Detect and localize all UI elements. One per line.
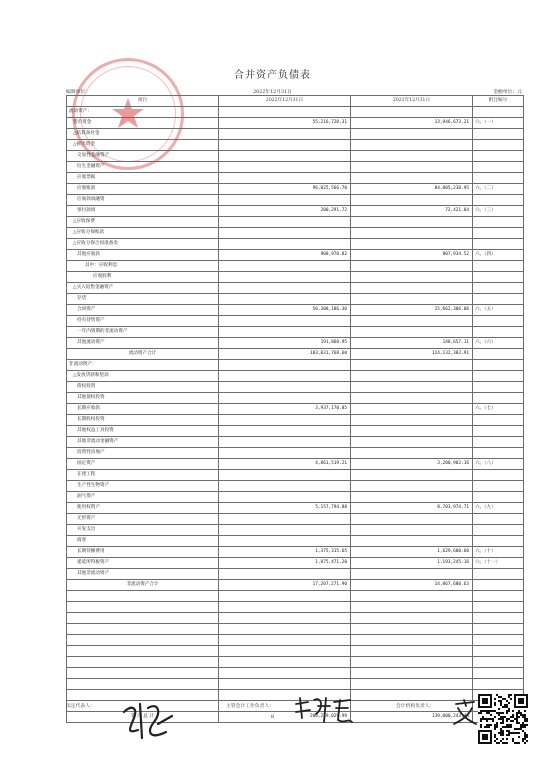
table-row (67, 492, 524, 503)
row-item-name: 应收股利 (67, 272, 219, 283)
row-value-2021 (351, 437, 473, 448)
row-note: 六、（四） (473, 250, 524, 261)
row-value-2022 (219, 569, 351, 580)
table-row (67, 426, 524, 437)
row-value-2021 (351, 239, 473, 250)
blank-cell (67, 613, 219, 624)
row-value-2021 (351, 536, 473, 547)
table-row (67, 327, 524, 338)
blank-cell (219, 624, 351, 635)
row-item-name: △应收分保账款 (67, 228, 219, 239)
table-row (67, 338, 524, 349)
row-note (473, 162, 524, 173)
table-row (67, 129, 524, 140)
table-row (67, 459, 524, 470)
table-row (67, 206, 524, 217)
row-value-2021 (351, 481, 473, 492)
row-note (473, 536, 524, 547)
row-value-2021 (351, 426, 473, 437)
row-value-2022 (219, 470, 351, 481)
row-value-2022 (219, 217, 351, 228)
row-note (473, 569, 524, 580)
row-note: 六、（十一） (473, 558, 524, 569)
row-note (473, 173, 524, 184)
row-value-2021 (351, 448, 473, 459)
row-item-name: 货币资金 (67, 118, 219, 129)
table-row (67, 184, 524, 195)
row-item-name: △发放贷款和垫款 (67, 371, 219, 382)
blank-cell (473, 668, 524, 679)
row-item-name: 在建工程 (67, 470, 219, 481)
row-note (473, 261, 524, 272)
row-value-2021: 72,421.84 (351, 206, 473, 217)
blank-cell (67, 635, 219, 646)
row-item-name: △应收分保合同准备金 (67, 239, 219, 250)
row-value-2022 (219, 107, 351, 118)
table-row (67, 580, 524, 591)
row-value-2021 (351, 173, 473, 184)
row-value-2022 (219, 195, 351, 206)
blank-row (67, 624, 524, 635)
blank-cell (473, 602, 524, 613)
blank-cell (351, 668, 473, 679)
row-value-2022 (219, 151, 351, 162)
table-row (67, 173, 524, 184)
row-note (473, 470, 524, 481)
row-value-2021 (351, 195, 473, 206)
row-value-2021 (351, 283, 473, 294)
blank-cell (67, 624, 219, 635)
row-value-2022: 50,308,186.30 (219, 305, 351, 316)
row-note (473, 316, 524, 327)
report-date: 2022年12月31日 (253, 90, 292, 95)
row-note: 六、（八） (473, 459, 524, 470)
table-row (67, 481, 524, 492)
row-value-2022 (219, 448, 351, 459)
legal-representative-label: 法定代表人： (66, 704, 95, 709)
blank-cell (351, 591, 473, 602)
row-item-name: 持有待售资产 (67, 316, 219, 327)
row-note (473, 228, 524, 239)
blank-cell (67, 657, 219, 668)
row-note (473, 140, 524, 151)
row-value-2022: 5,157,794.88 (219, 503, 351, 514)
row-value-2022 (219, 437, 351, 448)
table-row (67, 547, 524, 558)
row-value-2022 (219, 382, 351, 393)
row-item-name: 应收款项融资 (67, 195, 219, 206)
blank-cell (351, 624, 473, 635)
blank-cell (67, 679, 219, 690)
row-item-name: △应收保费 (67, 217, 219, 228)
row-item-name: 生产性生物资产 (67, 481, 219, 492)
row-value-2021 (351, 151, 473, 162)
blank-row (67, 657, 524, 668)
blank-row (67, 668, 524, 679)
blank-cell (351, 613, 473, 624)
company-label: 编制单位： (66, 90, 90, 95)
row-value-2022 (219, 481, 351, 492)
row-note (473, 448, 524, 459)
table-row (67, 349, 524, 360)
blank-cell (67, 668, 219, 679)
blank-cell (219, 591, 351, 602)
row-item-name: 长期应收款 (67, 404, 219, 415)
row-item-name: 商誉 (67, 536, 219, 547)
row-value-2021 (351, 382, 473, 393)
row-value-2022: 200,291.72 (219, 206, 351, 217)
table-row (67, 151, 524, 162)
row-note (473, 217, 524, 228)
signature-legal-rep (118, 694, 178, 750)
row-value-2022 (219, 162, 351, 173)
row-value-2021: 14,867,680.63 (351, 580, 473, 591)
row-item-name: 流动资产： (67, 107, 219, 118)
row-value-2021: 124,132,382.91 (351, 349, 473, 360)
table-row (67, 503, 524, 514)
row-item-name: 应收账款 (67, 184, 219, 195)
table-body (67, 107, 524, 723)
table-row (67, 283, 524, 294)
row-value-2022: 908,970.82 (219, 250, 351, 261)
row-value-2022: 96,025,566.70 (219, 184, 351, 195)
blank-cell (67, 602, 219, 613)
blank-row (67, 613, 524, 624)
table-row (67, 250, 524, 261)
row-item-name: 存货 (67, 294, 219, 305)
row-note: 六、（十） (473, 547, 524, 558)
row-item-name: 应收票据 (67, 173, 219, 184)
blank-row (67, 591, 524, 602)
row-note (473, 382, 524, 393)
row-item-name: 长期股权投资 (67, 415, 219, 426)
header-2021: 2021年12月31日 (351, 96, 473, 107)
table-row (67, 261, 524, 272)
blank-cell (219, 657, 351, 668)
header-item: 项目 (67, 96, 219, 107)
row-value-2022: 1,875,471.20 (219, 558, 351, 569)
row-value-2021 (351, 470, 473, 481)
row-item-name: △结算备付金 (67, 129, 219, 140)
row-value-2021 (351, 162, 473, 173)
row-note (473, 283, 524, 294)
row-note: 六、（九） (473, 503, 524, 514)
row-item-name: △拆出资金 (67, 140, 219, 151)
row-item-name: 其他非流动金融资产 (67, 437, 219, 448)
table-row (67, 118, 524, 129)
table-row (67, 393, 524, 404)
table-row (67, 470, 524, 481)
blank-cell (351, 679, 473, 690)
header-2022: 2022年12月31日 (219, 96, 351, 107)
table-row (67, 316, 524, 327)
row-value-2022: 4,861,519.21 (219, 459, 351, 470)
page-number: 8 (270, 714, 275, 720)
row-value-2022 (219, 129, 351, 140)
blank-cell (473, 624, 524, 635)
row-value-2021: 148,657.11 (351, 338, 473, 349)
table-row (67, 569, 524, 580)
row-note (473, 371, 524, 382)
row-value-2021 (351, 294, 473, 305)
table-row (67, 514, 524, 525)
blank-cell (473, 591, 524, 602)
row-item-name: 一年内到期的非流动资产 (67, 327, 219, 338)
row-value-2022 (219, 426, 351, 437)
blank-row (67, 646, 524, 657)
row-value-2022: 17,207,271.90 (219, 580, 351, 591)
table-row (67, 239, 524, 250)
row-value-2021 (351, 272, 473, 283)
table-row (67, 162, 524, 173)
table-row (67, 536, 524, 547)
row-value-2021: 807,934.52 (351, 250, 473, 261)
row-value-2022: 1,375,315.65 (219, 547, 351, 558)
signature-accounting-dept (452, 698, 478, 726)
blank-cell (351, 635, 473, 646)
row-value-2022 (219, 492, 351, 503)
blank-row (67, 635, 524, 646)
row-value-2022 (219, 272, 351, 283)
row-value-2022 (219, 140, 351, 151)
table-row (67, 294, 524, 305)
row-note: 六、（六） (473, 338, 524, 349)
row-item-name: △买入返售金融资产 (67, 283, 219, 294)
blank-cell (67, 646, 219, 657)
table-row (67, 305, 524, 316)
signature-accounting-head (292, 694, 354, 728)
row-value-2021 (351, 316, 473, 327)
row-value-2022 (219, 283, 351, 294)
row-item-name: 衍生金融资产 (67, 162, 219, 173)
row-note: 六、（一） (473, 118, 524, 129)
table-row (67, 371, 524, 382)
row-item-name: 使用权资产 (67, 503, 219, 514)
table-row (67, 217, 524, 228)
row-note (473, 129, 524, 140)
row-item-name: 固定资产 (67, 459, 219, 470)
table-row (67, 228, 524, 239)
row-value-2021 (351, 569, 473, 580)
row-item-name: 非流动资产合计 (67, 580, 219, 591)
blank-cell (219, 602, 351, 613)
row-item-name: 合同资产 (67, 305, 219, 316)
row-item-name: 投资性房地产 (67, 448, 219, 459)
blank-cell (473, 613, 524, 624)
row-value-2021 (351, 393, 473, 404)
row-value-2022 (219, 525, 351, 536)
row-value-2022 (219, 239, 351, 250)
row-value-2021 (351, 129, 473, 140)
row-item-name: 其他流动资产 (67, 338, 219, 349)
table-header-row (67, 96, 524, 107)
row-value-2022: 3,937,170.85 (219, 404, 351, 415)
row-note (473, 426, 524, 437)
row-note (473, 481, 524, 492)
row-item-name: 其中：应收利息 (67, 261, 219, 272)
table-row (67, 525, 524, 536)
row-item-name: 预付款项 (67, 206, 219, 217)
blank-cell (351, 646, 473, 657)
row-note (473, 393, 524, 404)
row-note: 六、（三） (473, 206, 524, 217)
total-value-2022: 200,239,029.99 (219, 712, 351, 723)
row-item-name: 无形资产 (67, 514, 219, 525)
row-note: 六、（五） (473, 305, 524, 316)
table-row (67, 404, 524, 415)
row-item-name: 交易性金融资产 (67, 151, 219, 162)
row-value-2022 (219, 261, 351, 272)
row-value-2021 (351, 140, 473, 151)
row-value-2021: 3,200,902.16 (351, 459, 473, 470)
row-value-2022 (219, 294, 351, 305)
table-row (67, 382, 524, 393)
row-note (473, 327, 524, 338)
row-item-name: 递延所得税资产 (67, 558, 219, 569)
row-value-2021 (351, 415, 473, 426)
row-value-2021: 1,629,600.60 (351, 547, 473, 558)
row-value-2022: 183,031,768.60 (219, 349, 351, 360)
row-note (473, 360, 524, 371)
total-label: 资 产 总 计 (67, 712, 219, 723)
row-item-name: 其他非流动资产 (67, 569, 219, 580)
row-item-name: 流动资产合计 (67, 349, 219, 360)
row-item-name: 其他应收款 (67, 250, 219, 261)
blank-cell (219, 646, 351, 657)
row-value-2022 (219, 514, 351, 525)
blank-row (67, 602, 524, 613)
row-value-2022 (219, 360, 351, 371)
blank-cell (219, 679, 351, 690)
row-value-2021: 1,193,245.16 (351, 558, 473, 569)
row-value-2021 (351, 261, 473, 272)
blank-cell (473, 679, 524, 690)
row-item-name: 其他债权投资 (67, 393, 219, 404)
row-note: 六、（二） (473, 184, 524, 195)
header-note: 附注编号 (473, 96, 524, 107)
row-note (473, 151, 524, 162)
row-note (473, 349, 524, 360)
blank-cell (219, 635, 351, 646)
row-value-2021 (351, 217, 473, 228)
row-value-2021: 84,805,230.95 (351, 184, 473, 195)
row-note (473, 195, 524, 206)
row-note (473, 514, 524, 525)
table-row (67, 558, 524, 569)
row-note (473, 239, 524, 250)
table-row (67, 140, 524, 151)
row-value-2022 (219, 415, 351, 426)
row-note (473, 525, 524, 536)
blank-cell (67, 591, 219, 602)
blank-cell (219, 668, 351, 679)
row-value-2022: 55,216,720.31 (219, 118, 351, 129)
balance-sheet-table (66, 95, 524, 723)
row-item-name: 其他权益工具投资 (67, 426, 219, 437)
row-value-2022 (219, 327, 351, 338)
accounting-head-label: 主管会计工作负责人： (226, 704, 274, 709)
blank-cell (473, 646, 524, 657)
blank-cell (473, 657, 524, 668)
row-value-2021: 15,662,306.06 (351, 305, 473, 316)
row-value-2021 (351, 514, 473, 525)
row-note (473, 580, 524, 591)
blank-cell (351, 657, 473, 668)
table-row (67, 195, 524, 206)
blank-cell (219, 613, 351, 624)
total-value-2021: 139,000,243.44 (351, 712, 473, 723)
row-value-2021 (351, 107, 473, 118)
row-note: 六、（七） (473, 404, 524, 415)
row-value-2021: 13,946,673.21 (351, 118, 473, 129)
accounting-dept-label: 会计机构负责人： (396, 704, 435, 709)
row-value-2022 (219, 173, 351, 184)
table-row (67, 272, 524, 283)
row-item-name: 长期待摊费用 (67, 547, 219, 558)
row-note (473, 107, 524, 118)
blank-row (67, 679, 524, 690)
row-note (473, 437, 524, 448)
table-row (67, 448, 524, 459)
row-item-name: 债权投资 (67, 382, 219, 393)
row-note (473, 272, 524, 283)
row-value-2021 (351, 404, 473, 415)
row-value-2021 (351, 371, 473, 382)
row-value-2022 (219, 316, 351, 327)
table-row (67, 107, 524, 118)
row-note (473, 415, 524, 426)
row-value-2021 (351, 492, 473, 503)
table-row (67, 415, 524, 426)
qr-code-icon (478, 694, 528, 744)
blank-cell (473, 635, 524, 646)
row-value-2021 (351, 360, 473, 371)
row-item-name: 开发支出 (67, 525, 219, 536)
row-item-name: 油气资产 (67, 492, 219, 503)
row-value-2022 (219, 393, 351, 404)
row-value-2022 (219, 371, 351, 382)
table-row (67, 360, 524, 371)
blank-cell (351, 602, 473, 613)
table-row (67, 437, 524, 448)
row-note (473, 294, 524, 305)
row-value-2021 (351, 228, 473, 239)
row-value-2022: 191,860.95 (219, 338, 351, 349)
row-item-name: 非流动资产： (67, 360, 219, 371)
row-value-2021 (351, 525, 473, 536)
currency-unit: 金额单位：元 (493, 90, 522, 95)
row-note (473, 492, 524, 503)
row-value-2022 (219, 536, 351, 547)
row-value-2021 (351, 327, 473, 338)
row-value-2022 (219, 228, 351, 239)
row-value-2021: 8,703,974.71 (351, 503, 473, 514)
page-title: 合并资产负债表 (234, 70, 311, 81)
